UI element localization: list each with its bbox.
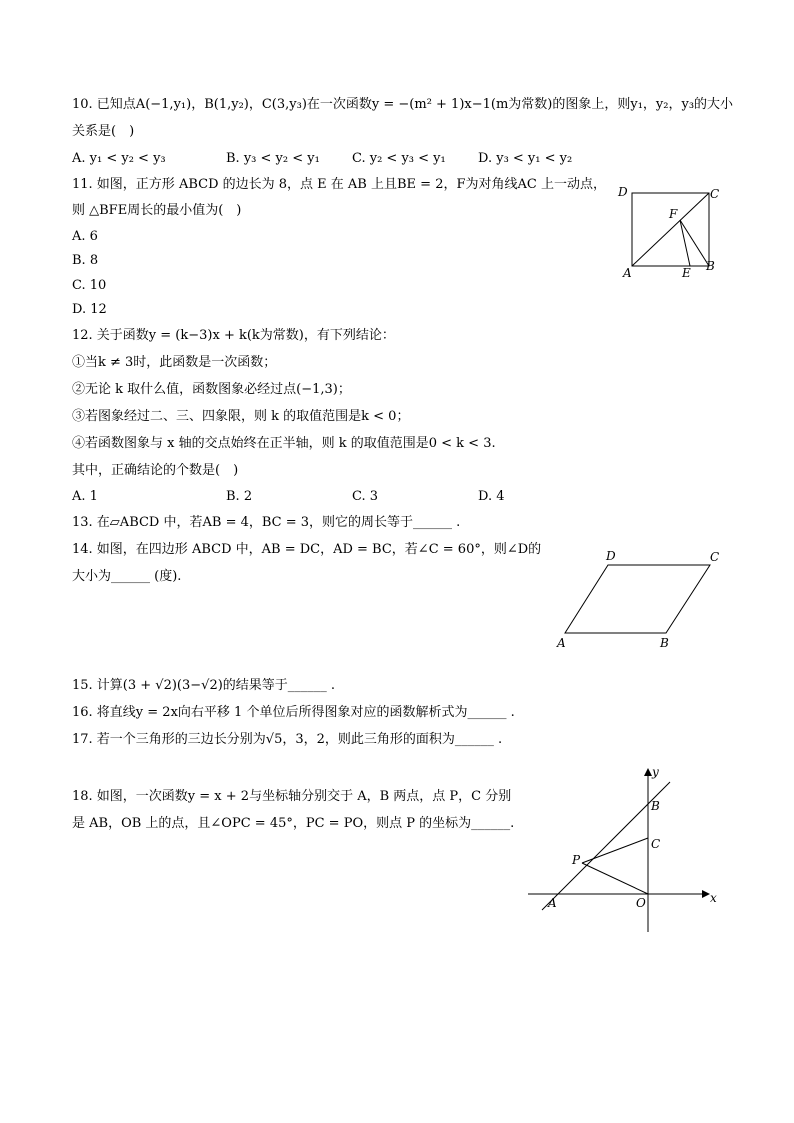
q12-option-a: A. 1	[72, 489, 98, 504]
label-b: B	[706, 259, 715, 273]
segment-po	[582, 863, 648, 894]
q12-stem-line1: 12. 关于函数y = (k−3)x + k(k为常数)，有下列结论：	[72, 328, 395, 343]
q10-option-a: A. y₁ < y₂ < y₃	[72, 151, 166, 166]
q12-option-b: B. 2	[226, 489, 253, 504]
label-a: A	[623, 266, 632, 280]
q10-option-d: D. y₃ < y₁ < y₂	[478, 151, 573, 166]
label-a: A	[557, 636, 566, 650]
label-c: C	[710, 550, 720, 564]
label-x: x	[710, 891, 717, 905]
label-f: F	[669, 207, 678, 221]
q12-statement-1: ①当k ≠ 3时，此函数是一次函数；	[72, 355, 277, 370]
label-b: B	[660, 636, 669, 650]
label-e: E	[682, 266, 691, 280]
q18-stem-line1: 18. 如图，一次函数y = x + 2与坐标轴分别交于 A，B 两点，点 P，C 分别	[72, 789, 512, 804]
q10-stem-line2: 关系是( )	[72, 124, 135, 139]
segment-fb	[680, 220, 709, 266]
q18-coordinate-figure	[520, 760, 730, 940]
q12-statement-2: ②无论 k 取什么值，函数图象必经过点(−1,3)；	[72, 382, 351, 397]
q12-stem-line6: 其中，正确结论的个数是( )	[72, 463, 239, 478]
q11-option-d: D. 12	[72, 302, 107, 317]
q11-square-figure	[612, 180, 732, 285]
label-c: C	[710, 187, 720, 201]
q11-stem-line2: 则 △BFE周长的最小值为( )	[72, 203, 242, 218]
q18-stem-line2: 是 AB，OB 上的点，且∠OPC = 45°，PC = PO，则点 P 的坐标为______.	[72, 816, 515, 831]
q12-statement-4: ④若函数图象与 x 轴的交点始终在正半轴，则 k 的取值范围是0 < k < 3.	[72, 436, 496, 451]
q12-statement-3: ③若图象经过二、三、四象限，则 k 的取值范围是k < 0；	[72, 409, 410, 424]
q13-stem: 13. 在▱ABCD 中，若AB = 4，BC = 3，则它的周长等于______ .	[72, 515, 461, 530]
q12-option-d: D. 4	[478, 489, 505, 504]
q14-parallelogram-figure	[550, 546, 730, 651]
q15-stem: 15. 计算(3 + √2)(3−√2)的结果等于______ .	[72, 678, 336, 693]
q14-stem-line1: 14. 如图，在四边形 ABCD 中，AB = DC，AD = BC，若∠C = 60°，则∠D的	[72, 542, 542, 557]
q11-option-b: B. 8	[72, 253, 99, 268]
q11-stem-line1: 11. 如图，正方形 ABCD 的边长为 8，点 E 在 AB 上且BE = 2，F为对角线AC 上一动点，	[72, 177, 606, 192]
segment-pc	[582, 838, 648, 863]
q17-stem: 17. 若一个三角形的三边长分别为√5，3，2，则此三角形的面积为______ .	[72, 732, 503, 747]
label-a: A	[548, 896, 557, 910]
q10-stem-line1: 10. 已知点A(−1,y₁)，B(1,y₂)，C(3,y₃)在一次函数y = −(m² + 1)x−1(m为常数)的图象上，则y₁，y₂，y₃的大小	[72, 97, 734, 112]
parallelogram-abcd	[565, 565, 710, 633]
q16-stem: 16. 将直线y = 2x向右平移 1 个单位后所得图象对应的函数解析式为______ .	[72, 705, 515, 720]
label-p: P	[572, 853, 581, 867]
segment-fe	[680, 220, 690, 266]
label-b: B	[651, 799, 660, 813]
q12-option-c: C. 3	[352, 489, 379, 504]
q14-stem-line2: 大小为______ (度).	[72, 569, 182, 584]
label-d: D	[618, 185, 628, 199]
q10-option-b: B. y₃ < y₂ < y₁	[226, 151, 320, 166]
q10-option-c: C. y₂ < y₃ < y₁	[352, 151, 446, 166]
label-d: D	[606, 549, 616, 563]
q11-option-c: C. 10	[72, 278, 107, 293]
q11-option-a: A. 6	[72, 229, 98, 244]
label-y: y	[652, 765, 659, 779]
label-o: O	[636, 896, 646, 910]
diagonal-ac	[632, 193, 709, 266]
label-c: C	[651, 837, 661, 851]
